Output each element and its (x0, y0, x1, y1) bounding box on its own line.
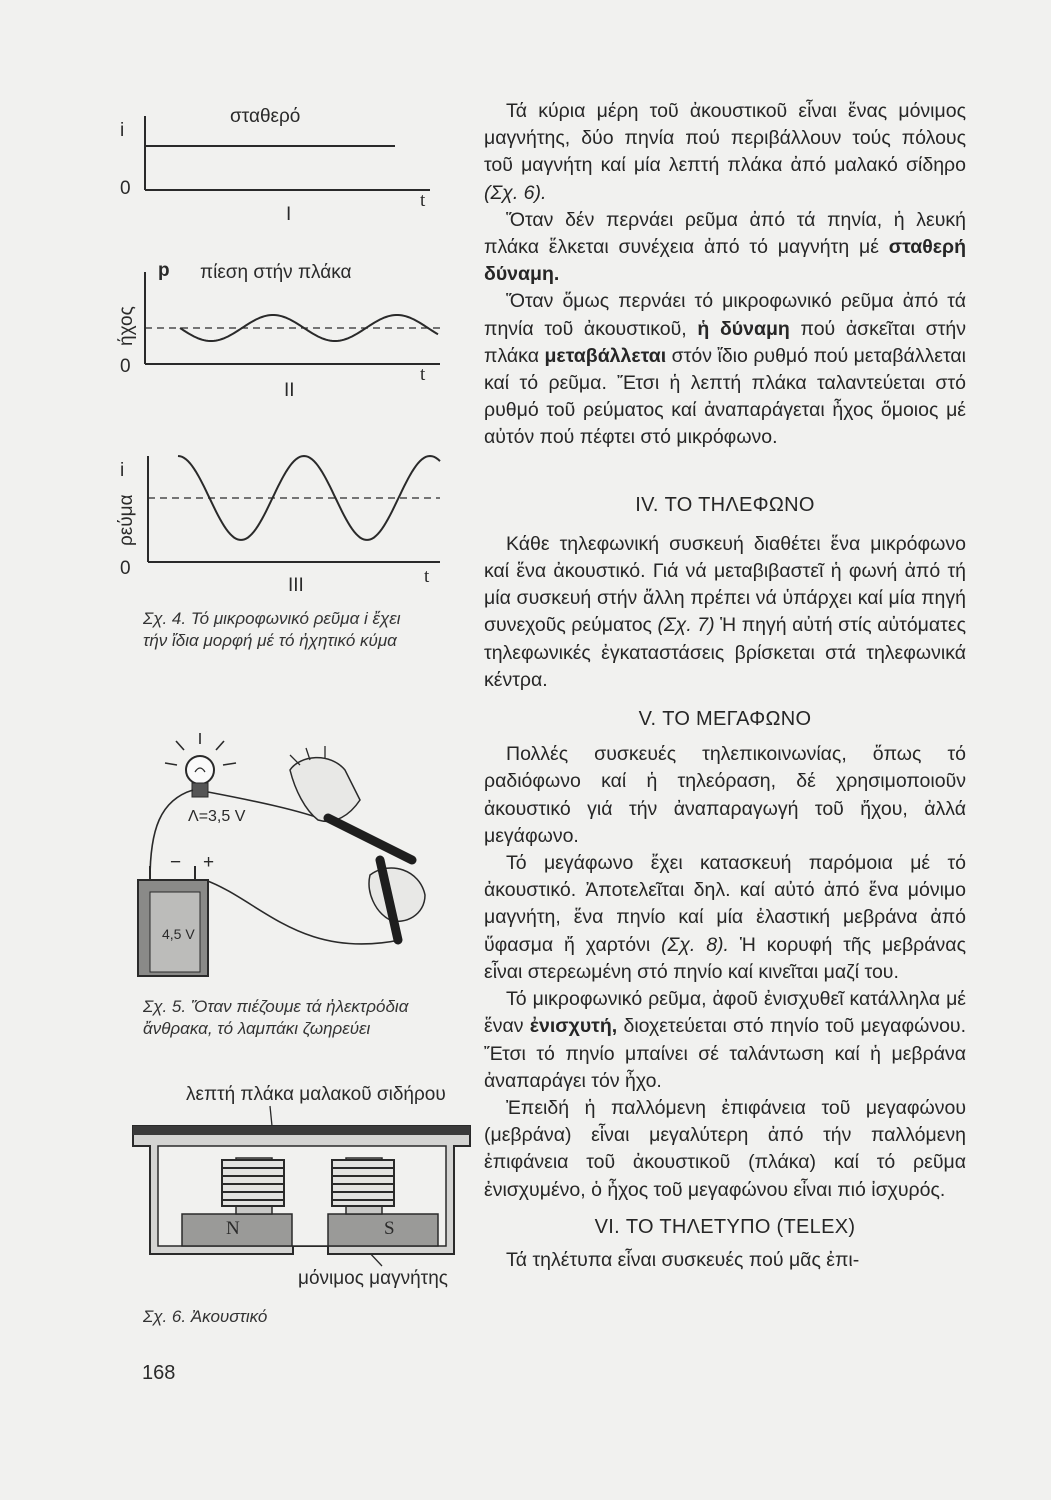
battery-voltage-label: 4,5 V (162, 926, 195, 942)
graph3-zero: 0 (120, 558, 131, 579)
paragraph-7 (484, 986, 966, 1095)
left-coil (222, 1160, 284, 1206)
paragraph-3-text-a: Ὅταν ὅμως περνάει τό μικροφωνικό ρεῦμα ἀπό τά πηνία τοῦ ἀκουστικοῦ, (484, 290, 966, 340)
lamp-voltage-label: Λ=3,5 V (188, 808, 246, 825)
graph1-axis-i: i (120, 120, 125, 141)
paragraph-7-text-b: διοχετεύεται στό πηνίο τοῦ μεγαφώνου. Ἔτσι τό πηνίο μπαίνει σέ ταλάντωση καί ἡ μεβράνα ἀναπαράγει τόν ἦχο. (484, 1015, 966, 1092)
paragraph-3-bold-2: μεταβάλλεται (544, 344, 667, 367)
paragraph-4-ref: (Σχ. 7) (657, 614, 715, 637)
paragraph-8: Ἐπειδή ἡ παλλόμενη ἐπιφάνεια τοῦ μεγαφώνου (μεβράνα) εἶναι μεγαλύτερη ἀπό τήν παλλόμενη ἐπιφάνεια τοῦ ἀκουστικοῦ (πλάκα) καί τό ρεῦμα ἐνισχυμένο, ὁ ἦχος τοῦ μεγαφώνου εἶναι πιό ἰσχυρός. (484, 1096, 966, 1201)
plate-label: λεπτή πλάκα μαλακοῦ σιδήρου (186, 1084, 446, 1105)
pole-n-label: N (226, 1218, 240, 1239)
graph1-roman: I (286, 204, 292, 225)
graph1-t-label: t (420, 190, 426, 211)
paragraph-4-text-b: Ἡ πηγή αὐτή στίς αὐτόματες τηλεφωνικές ἐγκαταστάσεις βρίσκεται στά τηλεφωνικά κέντρα. (484, 614, 966, 691)
paragraph-6-ref: (Σχ. 8). (661, 933, 729, 956)
paragraph-1-ref: (Σχ. 6). (484, 181, 547, 204)
page-number: 168 (142, 1362, 176, 1384)
paragraph-1-text: Τά κύρια μέρη τοῦ ἀκουστικοῦ εἶναι ἕνας μόνιμος μαγνήτης, δύο πηνία πού περιβάλλουν τούς πόλους τοῦ μαγνήτη καί μία λεπτή πλάκα ἀπό μαλακό σίδηρο (484, 100, 966, 177)
main-text-column (484, 98, 966, 1274)
right-coil (332, 1160, 394, 1206)
plate-pointer (270, 1106, 272, 1126)
graph2-t-label: t (420, 364, 426, 385)
graph2-roman: II (284, 380, 295, 401)
heading-telephone: IV. ΤΟ ΤΗΛΕΦΩΝΟ (635, 493, 815, 516)
graph3-axis-i: i (120, 460, 125, 481)
paragraph-9: Τά τηλέτυπα εἶναι συσκευές πού μᾶς ἐπι- (506, 1248, 860, 1271)
thin-iron-plate (133, 1126, 470, 1135)
graph1-zero: 0 (120, 178, 131, 199)
figure-5-caption-line1: Σχ. 5. Ὅταν πιέζουμε τά ἠλεκτρόδια (143, 997, 409, 1016)
graph2-axis-p: p (158, 260, 170, 281)
battery-plus: + (203, 852, 215, 873)
graph2-ylabel: ήχος (116, 306, 137, 346)
graph2-zero: 0 (120, 356, 131, 377)
graph2-title: πίεση στήν πλάκα (200, 262, 352, 283)
graph1-title: σταθερό (230, 106, 301, 127)
paragraph-3-bold-1: ἡ δύναμη (697, 317, 790, 340)
paragraph-7-text-a: Τό μικροφωνικό ρεῦμα, ἀφοῦ ἐνισχυθεῖ κατάλληλα μέ ἕναν (484, 988, 966, 1038)
paragraph-4-text-a: Κάθε τηλεφωνική συσκευή διαθέτει ἕνα μικρόφωνο καί ἕνα ἀκουστικό. Γιά νά μεταβιβαστεῖ ἡ φωνή ἀπό τή μία συσκευή στήν ἄλλη πρέπει νά ὑπάρχει καί μία πηγή συνεχοῦς ρεύματος (484, 532, 966, 637)
paragraph-2-text: Ὅταν δέν περνάει ρεῦμα ἀπό τά πηνία, ἡ λευκή πλάκα ἕλκεται συνέχεια ἀπό τό μαγνήτη μέ (484, 208, 966, 259)
figure-6-caption: Σχ. 6. Ἀκουστικό (143, 1307, 268, 1326)
magnet-label: μόνιμος μαγνήτης (298, 1268, 448, 1289)
pole-s-label: S (384, 1218, 395, 1239)
earpiece-drawing (0, 0, 480, 1300)
paragraph-4 (484, 531, 966, 694)
heading-loudspeaker: V. ΤΟ ΜΕΓΑΦΩΝΟ (638, 708, 812, 731)
paragraph-2-bold: σταθερή δύναμη. (484, 236, 966, 286)
graph3-t-label: t (424, 566, 430, 587)
magnet-s (328, 1214, 438, 1246)
figure-4-caption-line1: Σχ. 4. Τό μικροφωνικό ρεῦμα i ἔχει (143, 609, 401, 628)
paragraph-6 (484, 850, 966, 986)
graph3-roman: III (288, 575, 304, 596)
paragraph-6-text-a: Τό μεγάφωνο ἔχει κατασκευή παρόμοια μέ τό ἀκουστικό. Ἀποτελεῖται δηλ. καί αὐτό ἀπό ἕνα μόνιμο μαγνήτη, ἕνα πηνίο καί μία ἐλαστική μεβράνα ἀπό ὕφασμα ἤ χαρτόνι (484, 852, 966, 956)
paragraph-3 (484, 288, 966, 451)
heading-telex: VI. ΤΟ ΤΗΛΕΤΥΠΟ (TELEX) (594, 1215, 856, 1238)
paragraph-7-bold: ἐνισχυτή, (529, 1015, 618, 1038)
figure-4-caption-line2: τήν ἴδια μορφή μέ τό ἠχητικό κύμα (143, 631, 397, 650)
paragraph-5: Πολλές συσκευές τηλεπικοινωνίας, ὅπως τό ραδιόφωνο καί ἡ τηλεόραση, δέ χρησιμοποιοῦν ἀκουστικό γιά τήν ἀναπαραγωγή τοῦ ἤχου, ἀλλά μεγάφωνο. (484, 743, 966, 847)
paragraph-3-text-c: στόν ἴδιο ρυθμό πού μεταβάλλεται καί τό ρεῦμα. Ἔτσι ἡ λεπτή πλάκα ταλαντεύεται στό ρυθμό τοῦ ρεύματος καί ἀναπαράγεται ἦχος ὅμοιος μέ αὐτόν πού πέφτει στό μικρόφωνο. (484, 344, 966, 449)
battery-minus: − (170, 852, 182, 873)
paragraph-6-text-b: Ἡ κορυφή τῆς μεβράνας εἶναι στερεωμένη στό πηνίο καί κινεῖται μαζί του. (484, 933, 966, 983)
paragraph-1 (484, 98, 966, 207)
figure-5-caption-line2: ἄνθρακα, τό λαμπάκι ζωηρεύει (143, 1019, 371, 1038)
paragraph-3-text-b: πού ἀσκεῖται στήν πλάκα (484, 317, 966, 367)
graph3-ylabel: ρεύμα (116, 494, 137, 546)
paragraph-2 (484, 207, 966, 289)
